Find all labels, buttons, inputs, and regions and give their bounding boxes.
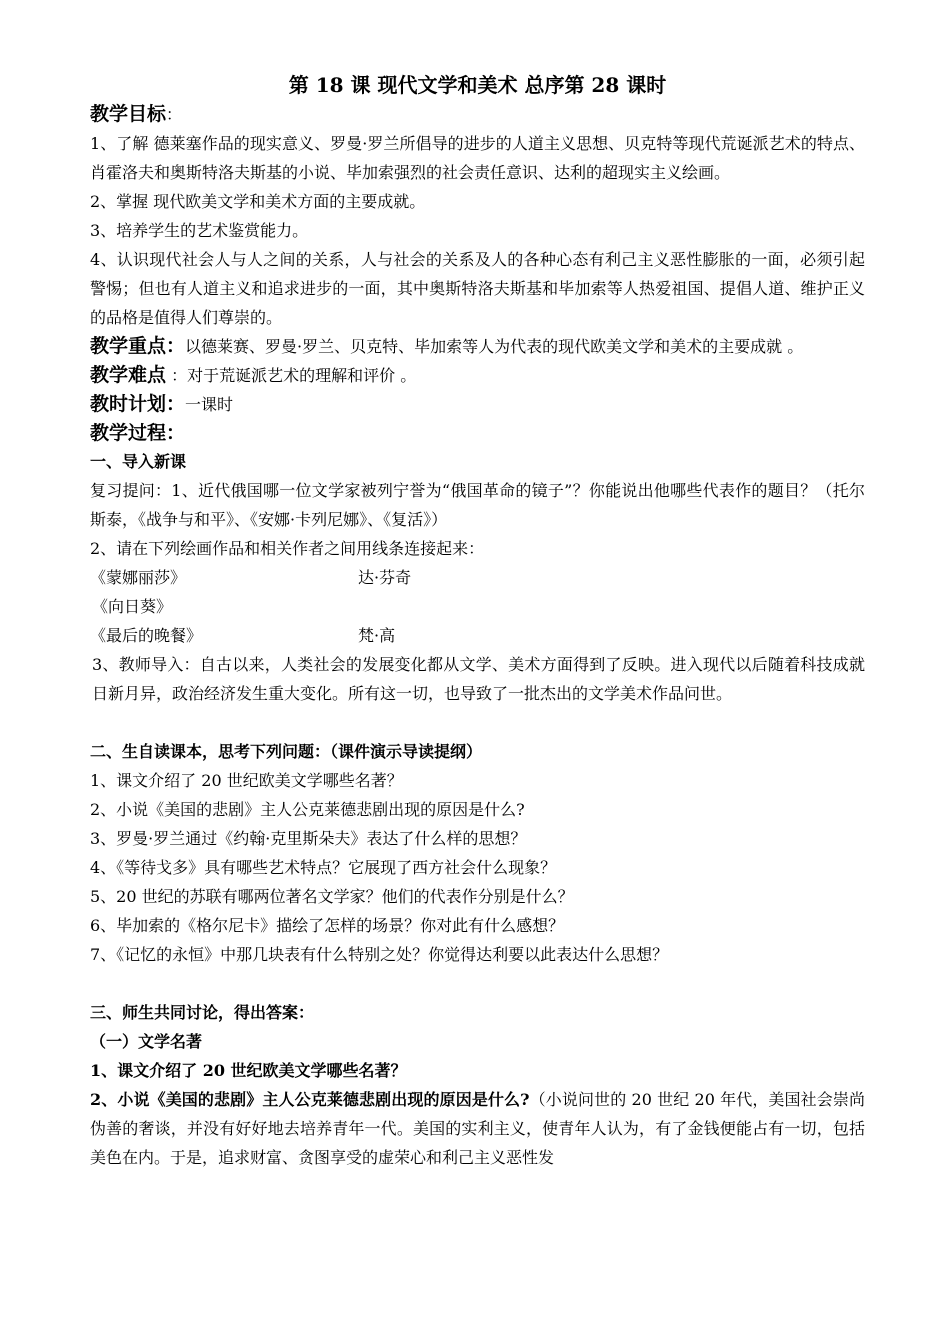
question-item: 3、罗曼·罗兰通过《约翰·克里斯朵夫》表达了什么样的思想？ bbox=[90, 829, 527, 848]
key-points-label: 教学重点： bbox=[90, 335, 186, 357]
section-1-heading: 一、导入新课 bbox=[90, 452, 187, 471]
objective-item: 1、了解 德莱塞作品的现实意义、罗曼·罗兰所倡导的进步的人道主义思想、贝克特等现代荒诞派艺术的特点、肖霍洛夫和奥斯特洛夫斯基的小说、毕加索强烈的社会责任意识、达利的超现实主义绘画。 bbox=[90, 134, 865, 182]
key-points bbox=[90, 332, 865, 361]
section-1 bbox=[90, 447, 865, 708]
question-item: 1、课文介绍了 20 世纪欧美文学哪些名著？ bbox=[90, 771, 403, 790]
match-row bbox=[90, 592, 865, 621]
discussion-question-1: 1、课文介绍了 20 世纪欧美文学哪些名著？ bbox=[90, 1061, 407, 1080]
section-3 bbox=[90, 998, 865, 1172]
discussion-question-2-answer: （小说问世的 20 世纪 20 年代，美国社会崇尚伪善的奢谈，并没有好好地去培养青年一代。美国的实利主义，使青年人认为，有了金钱便能占有一切，包括美色在内。于是，追求财富、贪图享受的虚荣心和利己主义恶性发 bbox=[90, 1090, 865, 1167]
difficulties bbox=[90, 361, 865, 390]
section-2-heading: 二、生自读课本，思考下列问题：（课件演示导读提纲） bbox=[90, 742, 483, 761]
discussion-question-2-label: 2、小说《美国的悲剧》主人公克莱德悲剧出现的原因是什么? bbox=[90, 1090, 530, 1109]
page-title: 第 18 课 现代文学和美术 总序第 28 课时 bbox=[288, 73, 667, 97]
objective-item: 4、认识现代社会人与人之间的关系，人与社会的关系及人的各种心态有利己主义恶性膨胀的一面，必须引起警惕；但也有人道主义和追求进步的一面，其中奥斯特洛夫斯基和毕加索等人热爱祖国、提倡人道、维护正义的品格是值得人们尊崇的。 bbox=[90, 250, 865, 327]
match-author: 达·芬奇 bbox=[358, 568, 412, 587]
key-points-text: 以德莱赛、罗曼·罗兰、贝克特、毕加索等人为代表的现代欧美文学和美术的主要成就 。 bbox=[185, 337, 804, 356]
section-2 bbox=[90, 737, 865, 969]
difficulties-label: 教学难点 bbox=[90, 364, 167, 386]
schedule bbox=[90, 390, 865, 419]
review-question: 复习提问：1、近代俄国哪一位文学家被列宁誉为“俄国革命的镜子”？你能说出他哪些代表作的题目？（托尔斯泰，《战争与和平》、《安娜·卡列尼娜》、《复活》） bbox=[90, 481, 865, 529]
match-prompt: 2、请在下列绘画作品和相关作者之间用线条连接起来： bbox=[90, 539, 485, 558]
match-work: 《最后的晚餐》 bbox=[90, 626, 203, 645]
match-row bbox=[90, 621, 865, 650]
difficulties-text: ：对于荒诞派艺术的理解和评价 。 bbox=[166, 366, 417, 385]
section-3-heading: 三、师生共同讨论，得出答案： bbox=[90, 1003, 315, 1022]
objectives-block bbox=[90, 100, 865, 332]
match-work: 《蒙娜丽莎》 bbox=[90, 568, 187, 587]
subsection-literature: （一）文学名著 bbox=[90, 1032, 203, 1051]
teacher-intro: 3、教师导入：自古以来，人类社会的发展变化都从文学、美术方面得到了反映。进入现代以后随着科技成就日新月异，政治经济发生重大变化。所有这一切，也导致了一批杰出的文学美术作品问世。 bbox=[92, 655, 865, 703]
discussion-question-2 bbox=[90, 1085, 865, 1172]
question-item: 2、小说《美国的悲剧》主人公克莱德悲剧出现的原因是什么? bbox=[90, 800, 525, 819]
schedule-label: 教时计划： bbox=[90, 393, 186, 415]
objective-item: 3、培养学生的艺术鉴赏能力。 bbox=[90, 221, 309, 240]
document-page bbox=[90, 70, 865, 1172]
match-row bbox=[90, 563, 865, 592]
objectives-label: 教学目标 bbox=[90, 103, 167, 125]
question-item: 5、20 世纪的苏联有哪两位著名文学家？他们的代表作分别是什么？ bbox=[90, 887, 574, 906]
question-item: 4、《等待戈多》具有哪些艺术特点？它展现了西方社会什么现象？ bbox=[90, 858, 557, 877]
objectives-colon: ： bbox=[166, 105, 183, 124]
question-item: 6、毕加索的《格尔尼卡》描绘了怎样的场景？你对此有什么感想？ bbox=[90, 916, 565, 935]
match-author: 梵·高 bbox=[358, 626, 396, 645]
match-work: 《向日葵》 bbox=[92, 597, 173, 616]
objective-item: 2、掌握 现代欧美文学和美术方面的主要成就。 bbox=[90, 192, 426, 211]
question-item: 7、《记忆的永恒》中那几块表有什么特别之处？你觉得达利要以此表达什么思想？ bbox=[90, 945, 669, 964]
process-label: 教学过程： bbox=[90, 422, 186, 444]
schedule-text: 一课时 bbox=[185, 395, 234, 414]
